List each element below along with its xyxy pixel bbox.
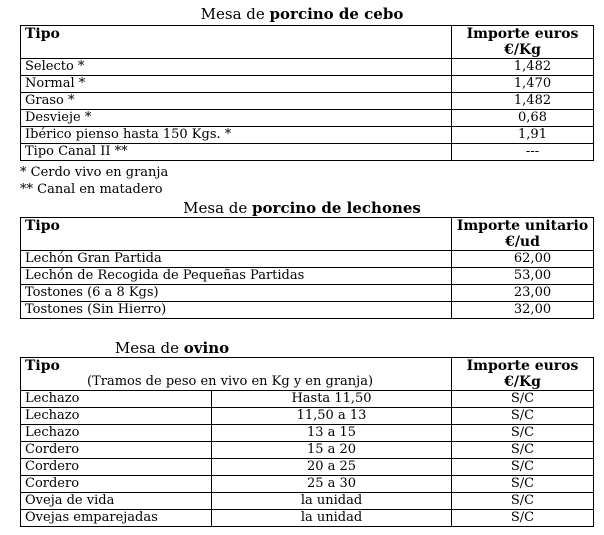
table-row [21, 425, 594, 442]
row-valor: 1,470 [452, 76, 594, 93]
table-row [21, 493, 594, 510]
header-tipo: Tipo [21, 218, 452, 251]
row-valor: S/C [452, 510, 594, 527]
row-peso: la unidad [212, 493, 452, 510]
row-tipo: Tostones (Sin Hierro) [21, 302, 452, 319]
footnote-canal: ** Canal en matadero [20, 182, 163, 197]
table-row [21, 93, 594, 110]
table-row [21, 76, 594, 93]
row-valor: S/C [452, 408, 594, 425]
table-row [21, 391, 594, 408]
row-tipo: Lechón Gran Partida [21, 251, 452, 268]
row-tipo: Ibérico pienso hasta 150 Kgs. * [21, 127, 452, 144]
row-peso: 15 a 20 [212, 442, 452, 459]
table-row [21, 268, 594, 285]
row-tipo: Desvieje * [21, 110, 452, 127]
row-tipo: Tipo Canal II ** [21, 144, 452, 161]
row-tipo: Lechazo [21, 391, 212, 408]
table-row [21, 110, 594, 127]
row-tipo: Cordero [21, 476, 212, 493]
section-title-ovino: Mesa de ovino [114, 339, 230, 357]
table-row [21, 459, 594, 476]
table-row [21, 59, 594, 76]
row-tipo: Cordero [21, 459, 212, 476]
table-row [21, 285, 594, 302]
header-tipo: Tipo [21, 26, 452, 59]
row-valor: 1,482 [452, 59, 594, 76]
row-valor: 0,68 [452, 110, 594, 127]
table-cebo [20, 25, 594, 161]
header-importe: Importe unitario €/ud [452, 218, 594, 251]
table-row [21, 408, 594, 425]
row-peso: 25 a 30 [212, 476, 452, 493]
row-peso: Hasta 11,50 [212, 391, 452, 408]
table-header [21, 218, 594, 251]
row-valor: 62,00 [452, 251, 594, 268]
row-peso: 13 a 15 [212, 425, 452, 442]
row-peso: la unidad [212, 510, 452, 527]
row-valor: S/C [452, 425, 594, 442]
row-tipo: Lechazo [21, 425, 212, 442]
row-peso: 11,50 a 13 [212, 408, 452, 425]
table-row [21, 144, 594, 161]
row-valor: 23,00 [452, 285, 594, 302]
section-title-cebo: Mesa de porcino de cebo [200, 5, 404, 23]
row-tipo: Lechón de Recogida de Pequeñas Partidas [21, 268, 452, 285]
table-header [21, 26, 594, 59]
header-tipo: Tipo (Tramos de peso en vivo en Kg y en granja) [21, 358, 452, 391]
row-valor: --- [452, 144, 594, 161]
table-row [21, 476, 594, 493]
row-valor: S/C [452, 476, 594, 493]
row-valor: S/C [452, 493, 594, 510]
section-title-lechones: Mesa de porcino de lechones [183, 199, 421, 217]
table-row [21, 510, 594, 527]
header-subtitle: (Tramos de peso en vivo en Kg y en granja) [87, 374, 374, 389]
footnote-cerdo-vivo: * Cerdo vivo en granja [20, 165, 169, 180]
row-valor: 32,00 [452, 302, 594, 319]
row-tipo: Selecto * [21, 59, 452, 76]
header-importe: Importe euros €/Kg [452, 358, 594, 391]
table-lechones [20, 217, 594, 319]
row-tipo: Lechazo [21, 408, 212, 425]
header-importe: Importe euros €/Kg [452, 26, 594, 59]
row-peso: 20 a 25 [212, 459, 452, 476]
row-valor: S/C [452, 459, 594, 476]
table-header [21, 358, 594, 391]
table-row [21, 251, 594, 268]
row-valor: 1,91 [452, 127, 594, 144]
table-row [21, 127, 594, 144]
row-tipo: Graso * [21, 93, 452, 110]
row-tipo: Normal * [21, 76, 452, 93]
row-valor: S/C [452, 391, 594, 408]
row-valor: 53,00 [452, 268, 594, 285]
row-valor: S/C [452, 442, 594, 459]
table-row [21, 302, 594, 319]
table-row [21, 442, 594, 459]
table-ovino [20, 357, 594, 527]
row-valor: 1,482 [452, 93, 594, 110]
row-tipo: Oveja de vida [21, 493, 212, 510]
row-tipo: Ovejas emparejadas [21, 510, 212, 527]
row-tipo: Cordero [21, 442, 212, 459]
row-tipo: Tostones (6 a 8 Kgs) [21, 285, 452, 302]
